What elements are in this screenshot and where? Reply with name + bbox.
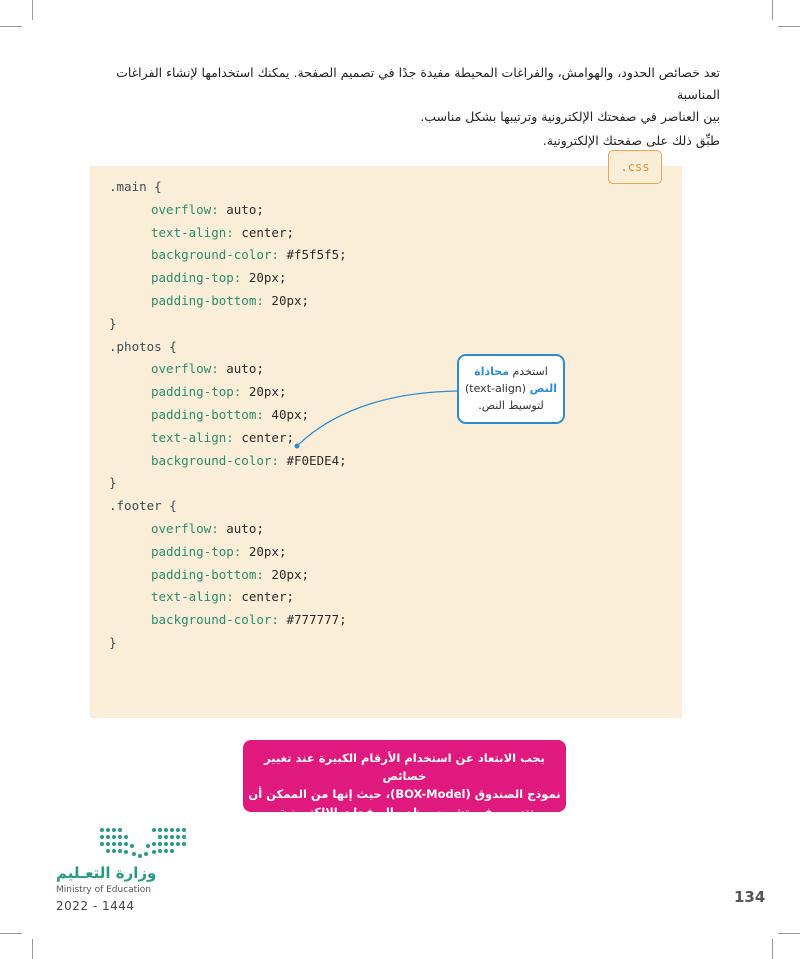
css-value: center; [233,589,295,605]
css-value: 20px; [263,292,310,308]
selector-main: .main { [109,179,162,194]
note-line-1: يجب الابتعاد عن استخدام الأرقام الكبيرة عند تغيير خصائص [264,751,545,783]
css-property: overflow: [151,201,219,217]
callout-line-2: النص (text-align) [465,382,557,395]
edition-year: 2022 - 1444 [56,899,135,913]
css-property: padding-bottom: [151,566,264,582]
css-property: overflow: [151,520,219,536]
css-property: text-align: [151,589,234,605]
selector-footer: .footer { [109,498,177,514]
css-value: 20px; [241,543,287,559]
css-property: text-align: [151,429,234,445]
css-value: 20px; [241,384,287,400]
css-property: background-color: [151,247,279,263]
callout-line-3: لتوسيط النص. [478,399,544,412]
css-property: background-color: [151,452,279,468]
css-value: center; [233,224,295,240]
intro-line-2: بين العناصر في صفحتك الإلكترونية وترتيبها بشكل مناسب. [420,109,720,124]
css-value: auto; [218,520,264,536]
closing-brace: } [109,634,117,650]
css-value: 40px; [263,406,310,422]
page-number: 134 [734,888,766,906]
css-value: #F0EDE4; [278,452,347,468]
css-property: padding-bottom: [151,292,264,308]
ministry-name-arabic: وزارة التعـليم [56,864,157,882]
intro-line-3: طبِّق ذلك على صفحتك الإلكترونية. [542,133,720,148]
css-value: 20px; [241,270,287,286]
css-value: 20px; [263,566,310,582]
css-property: padding-bottom: [151,406,264,422]
css-value: auto; [218,201,264,217]
css-property: background-color: [151,612,279,628]
note-line-2: نموذج الصندوق (BOX-Model)، حيث إنها من الممكن أن [248,787,561,801]
css-value: #f5f5f5; [278,247,347,263]
css-value: center; [233,429,295,445]
callout-text-align [457,354,565,424]
note-line-3: تتسبب في تشويه مظهر الصفحات الإلكترونية. [274,805,535,819]
callout-line-1: استخدم محاذاة [474,365,548,378]
closing-brace: } [109,315,117,331]
css-value: #777777; [278,612,347,628]
css-file-tag: .css [608,150,662,184]
css-property: padding-top: [151,384,242,400]
ministry-name-english: Ministry of Education [56,885,151,895]
closing-brace: } [109,475,117,491]
ministry-logo-icon [56,824,196,862]
css-property: text-align: [151,224,234,240]
css-value: auto; [218,361,264,377]
css-property: padding-top: [151,270,242,286]
css-property: overflow: [151,361,219,377]
css-property: padding-top: [151,543,242,559]
warning-note [243,740,566,819]
intro-line-1: تعد خصائص الحدود، والهوامش، والفراغات المحيطة مفيدة جدًا في تصميم الصفحة. يمكنك استخدامها لإنشاء الفراغات المناسبة [116,65,720,102]
selector-photos: .photos { [109,338,177,354]
